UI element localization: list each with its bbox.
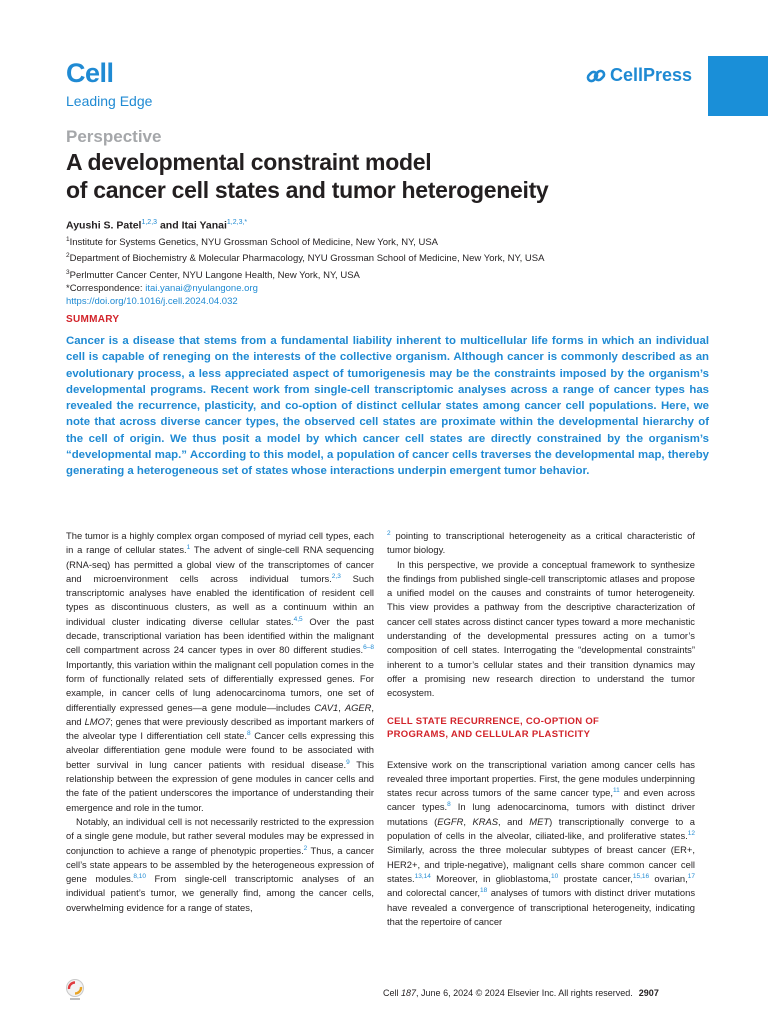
citation-link[interactable]: 15,16	[632, 872, 650, 880]
footer-copyright: , June 6, 2024 © 2024 Elsevier Inc. All rights reserved.	[416, 988, 633, 998]
body-paragraph: Extensive work on the transcriptional variation among cancer cells has revealed three important properties. First, the gene modules underpinning states recur across tumors of the same cancer type,$^{11}$ and even across cancer types.$^8$ In lung adenocarcinoma, tumors with distinct driver mutations (EGFR, KRAS, and MET) transcriptionally converge to a population of cells in the alveolar, ciliated-like, and proliferative states.$^{12}$ Similarly, across the three molecular subtypes of breast cancer (ER+, HER2+, and triple-negative), malignant cells share common cancer cell states.$^{13,14}$ Moreover, in glioblastoma,$^{10}$ prostate cancer,$^{15,16}$ ovarian,$^{17}$ and colorectal cancer,$^{18}$ analyses of tumors with distinct driver mutations have revealed a convergence of transcriptional heterogeneity, indicating that the repertoire of cancer	[387, 758, 696, 927]
footer-journal: Cell	[383, 988, 402, 998]
correspondence-label: *Correspondence:	[66, 283, 146, 295]
affiliation-sup: 2	[66, 252, 70, 260]
summary-heading: SUMMARY	[66, 314, 120, 325]
body-paragraph: Notably, an individual cell is not necessarily restricted to the expression of a single gene module, but rather several modules may be expressed in conjunction to achieve a range of phenotypic properties.$^2$ Thus, a cancer cell’s state appears to be assembled by the heterogeneous expression of gene modules.$^{8,10}$ From single-cell transcriptomic analyses of an individual patient’s tumor, we generally find, among the cancer cells, overwhelming evidence for a range of states,	[66, 815, 374, 913]
gene-name: AGER	[344, 701, 372, 713]
doi-link[interactable]: https://doi.org/10.1016/j.cell.2024.04.032	[66, 296, 238, 308]
footer-volume: 187	[401, 988, 417, 998]
citation-link[interactable]: 9	[346, 758, 350, 766]
affiliation-text: Institute for Systems Genetics, NYU Grossman School of Medicine, New York, NY, USA	[69, 237, 438, 249]
affiliation-sup: 1	[66, 236, 70, 243]
citation-link[interactable]: 8	[247, 730, 251, 738]
author-name: Itai Yanai	[181, 219, 227, 232]
gene-name: CAV1	[314, 701, 339, 713]
citation-link[interactable]: 10	[550, 872, 559, 880]
corner-blue-tab	[708, 56, 768, 116]
citation-link[interactable]: 12	[687, 829, 695, 837]
affiliation-line	[66, 249, 544, 265]
correspondence-line	[66, 282, 544, 295]
cellpress-link-icon	[586, 66, 606, 86]
body-column-right	[387, 529, 695, 929]
body-paragraph-continued: $^2$ pointing to transcriptional heterogeneity as a critical characteristic of tumor biology.	[387, 529, 695, 556]
title-line-2: of cancer cell states and tumor heterogeneity	[66, 177, 549, 203]
article-type: Perspective	[66, 127, 162, 146]
citation-link[interactable]: 6–8	[363, 644, 374, 652]
publisher-logo	[586, 65, 692, 86]
gene-name: EGFR	[437, 815, 464, 827]
correspondence-email-link[interactable]: itai.yanai@nyulangone.org	[145, 283, 258, 295]
check-for-updates-icon[interactable]	[64, 978, 86, 1002]
title-line-1: A developmental constraint model	[66, 149, 432, 175]
citation-link[interactable]: 2	[387, 529, 391, 537]
citation-link[interactable]: 18	[479, 887, 488, 895]
citation-link[interactable]: 8,10	[133, 873, 147, 880]
citation-link[interactable]: 17	[687, 872, 695, 880]
page-number: 2907	[638, 988, 659, 998]
body-paragraph: The tumor is a highly complex organ composed of myriad cell types, each in a range of cellular states.$^1$ The advent of single-cell RNA sequencing (RNA-seq) has permitted a global view of the transcriptomes of cancer and microenvironment cells across individual tumors.$^{2,3}$ Such transcriptomic analyses have enabled the identification of resident cell types as discontinuous clusters, as well as a continuum within an individual cluster indicating diverse cellular states.$^{4,5}$ Over the past decade, transcriptional variation has been identified within the malignant cell compartment across 24 cancer types in over 80 different studies.$^{6-8}$ Importantly, this variation within the malignant cell population comes in the form of functionally related sets of differentially expressed genes. For example, in cancer cells of lung adenocarcinoma tumors, one set of differentially expressed genes—a gene module—includes CAV1, AGER, and LMO7; genes that were previously described as important markers of the alveolar type I differentiation cell state.$^8$ Cancer cells expressing this alveolar differentiation gene module were found to be associated with better survival in lung cancer patients with residual disease.$^9$ This relationship between the expression of gene modules in cancer cells and the fate of the patient underscores the importance of understanding their emergence and role in the tumor.	[66, 530, 374, 813]
affiliation-text: Department of Biochemistry & Molecular Pharmacology, NYU Grossman School of Medicine, New York, NY, USA	[69, 253, 545, 265]
affiliation-line	[66, 266, 544, 282]
body-paragraph: In this perspective, we provide a conceptual framework to synthesize the findings from published single-cell transcriptomic atlases and propose a unified model on the causes and constraints of tumor heterogeneity. This view provides a pathway from the descriptive characterization of cancer cell states across distinct cancer types toward a more mechanistic understanding of the developmental pressures acting on a tumor’s composition of cell states. Interrogating the “developmental constraints” inherent to a tumor’s cellular states and their transition dynamics may offer a promising new research direction to understand the tumor ecosystem.	[387, 558, 695, 699]
journal-section: Leading Edge	[66, 93, 153, 109]
affiliation-text: Perlmutter Cancer Center, NYU Langone Health, New York, NY, USA	[69, 269, 360, 281]
author-affil-sup: 1,2,3,*	[226, 219, 248, 226]
citation-link[interactable]: 4,5	[293, 615, 303, 623]
gene-name: KRAS	[472, 815, 498, 827]
citation-link[interactable]: 8	[447, 801, 451, 809]
author-name: Ayushi S. Patel	[66, 219, 142, 232]
citation-link[interactable]: 2	[303, 844, 308, 852]
citation-link[interactable]: 2,3	[331, 572, 341, 580]
citation-link[interactable]: 11	[613, 787, 620, 795]
page-footer	[383, 988, 659, 998]
journal-name: Cell	[66, 58, 114, 88]
gene-name: LMO7	[84, 715, 111, 727]
publisher-name: CellPress	[610, 65, 693, 85]
doi-line	[66, 295, 544, 308]
affiliations	[66, 233, 544, 308]
body-column-left	[66, 529, 374, 915]
summary-text: Cancer is a disease that stems from a fundamental liability inherent to multicellular life forms in which an individual cell is capable of reneging on the interests of the collective organism. Although cancer is commonly described as an evolutionary process, a less appreciated aspect of tumorigenesis may be the constraints imposed by the organism’s developmental programs. Recent work from single-cell transcriptomic analyses across a range of cancer types has revealed the recurrence, plasticity, and co-option of distinct cellular states among cancer cell populations. Here, we note that across diverse cancer types, the observed cell states are proximate within the developmental hierarchy of the cell of origin. We thus posit a model by which cancer cell states are directly constrained by the organism’s “developmental map.” According to this model, a population of cancer cells traverses the developmental map, thereby generating a heterogeneous set of states whose interactions underpin emergent tumor behavior.	[66, 335, 709, 478]
section-heading: CELL STATE RECURRENCE, CO-OPTION OF PROGRAMS, AND CELLULAR PLASTICITY	[387, 715, 600, 741]
citation-link[interactable]: 13,14	[414, 872, 431, 880]
author-affil-sup: 1,2,3	[141, 219, 158, 226]
citation-link[interactable]: 1	[186, 544, 191, 552]
author-list	[66, 219, 247, 232]
affiliation-line	[66, 233, 544, 249]
affiliation-sup: 3	[66, 268, 70, 276]
author-join: and	[157, 219, 182, 232]
article-title	[66, 148, 666, 204]
gene-name: MET	[529, 815, 550, 827]
